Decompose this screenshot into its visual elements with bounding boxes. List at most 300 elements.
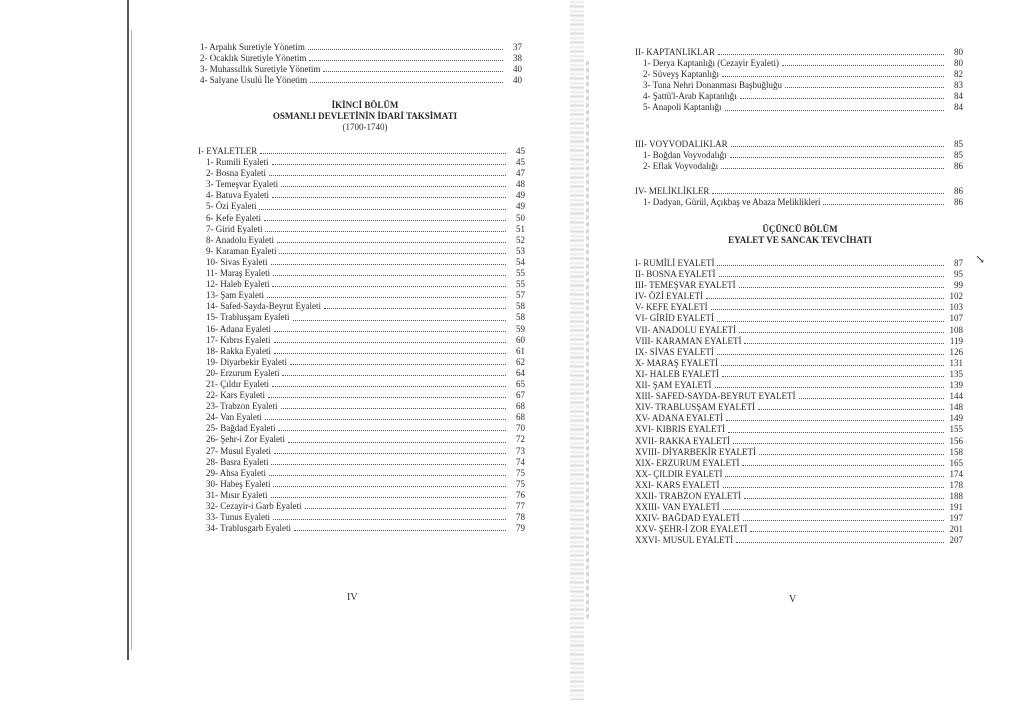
dot-leader — [723, 487, 945, 488]
toc-entry-label: XXI- KARS EYALETİ — [635, 479, 720, 490]
dot-leader — [324, 308, 506, 309]
toc-entry-label: XXIII- VAN EYALETİ — [635, 502, 720, 513]
dot-leader — [273, 486, 506, 487]
dot-leader — [272, 197, 506, 198]
dot-leader — [281, 186, 506, 187]
toc-entry-label: 27- Musul Eyaleti — [206, 445, 271, 456]
toc-entry-label: IV- ÖZİ EYALETİ — [635, 291, 704, 302]
toc-entry — [198, 290, 525, 301]
dot-leader — [277, 242, 506, 243]
toc-entry — [198, 224, 525, 235]
dot-leader — [290, 364, 506, 365]
toc-entry-label: 2- Ocaklık Suretiyle Yönetim — [200, 53, 307, 64]
page-folio-left: IV — [347, 592, 358, 603]
toc-entry — [635, 524, 963, 535]
toc-entry-page: 191 — [949, 502, 963, 513]
toc-entry-page: 201 — [949, 524, 963, 535]
toc-entry — [198, 335, 525, 346]
toc-entry-label: XVI- KIBRIS EYALETİ — [635, 424, 725, 435]
toc-entry — [198, 157, 525, 168]
dot-leader — [274, 331, 506, 332]
toc-entry-page: 174 — [949, 468, 963, 479]
toc-entry — [635, 58, 963, 69]
toc-entry-page: 87 — [954, 258, 963, 268]
toc-entry-label: XX- ÇILDIR EYALETİ — [635, 468, 723, 479]
toc-entry-page: 197 — [949, 513, 963, 524]
toc-entry — [635, 502, 963, 513]
toc-entry — [198, 357, 525, 368]
toc-entry — [635, 402, 963, 413]
toc-entry-page: 156 — [949, 435, 963, 446]
toc-entry — [198, 457, 525, 468]
dot-leader — [711, 309, 944, 310]
left-top-entries — [200, 42, 522, 86]
toc-entry — [198, 412, 525, 423]
toc-entry-label: 34- Trablusgarb Eyaleti — [206, 523, 291, 534]
toc-entry — [198, 279, 525, 290]
dot-leader — [721, 168, 944, 169]
toc-entry — [635, 139, 963, 150]
toc-entry-label: 17- Kıbrıs Eyaleti — [206, 334, 271, 345]
toc-entry — [198, 235, 525, 246]
toc-entry-label: 4- Batuva Eyaleti — [206, 190, 269, 201]
dot-leader — [740, 98, 944, 99]
toc-entry-page: 99 — [954, 280, 963, 291]
toc-entry-label: XII- ŞAM EYALETİ — [635, 380, 712, 391]
toc-entry-label: 21- Çıldır Eyaleti — [206, 378, 269, 389]
toc-entry-label: XXIV- BAĞDAD EYALETİ — [635, 513, 740, 524]
dot-leader — [274, 342, 507, 343]
dot-leader — [759, 454, 944, 455]
toc-entry-label: 33- Tunus Eyaleti — [206, 512, 271, 523]
toc-entry-page: 40 — [513, 75, 522, 86]
toc-entry — [198, 324, 525, 335]
toc-entry — [198, 423, 525, 434]
toc-entry-page: 86 — [954, 161, 963, 172]
toc-entry-page: 53 — [516, 245, 525, 256]
toc-entry — [635, 161, 963, 172]
toc-entry-page: 135 — [949, 368, 963, 379]
toc-entry-page: 51 — [516, 223, 525, 234]
toc-entry-label: 16- Adana Eyaleti — [206, 323, 271, 334]
toc-entry-label: 6- Kefe Eyaleti — [206, 212, 261, 223]
toc-entry — [198, 312, 525, 323]
dot-leader — [718, 54, 944, 55]
dot-leader — [750, 531, 944, 532]
dot-leader — [288, 442, 506, 443]
toc-entry-label: III- TEMEŞVAR EYALETİ — [635, 280, 736, 291]
toc-entry — [198, 512, 525, 523]
toc-entry-label: 22- Kars Eyaleti — [206, 390, 265, 401]
toc-entry-page: 70 — [516, 423, 525, 434]
dot-leader — [725, 476, 944, 477]
toc-entry — [198, 401, 525, 412]
dot-leader — [259, 209, 506, 210]
toc-entry-label: I- EYALETLER — [198, 146, 258, 156]
dot-leader — [744, 343, 944, 344]
toc-entry — [198, 390, 525, 401]
toc-entry — [198, 268, 525, 279]
toc-entry-label: 15- Trablusşam Eyaleti — [206, 312, 290, 323]
toc-entry-page: 47 — [516, 168, 525, 179]
dot-leader — [717, 265, 944, 266]
toc-entry-label: 32- Cezayir-i Garb Eyaleti — [206, 501, 302, 511]
dot-leader — [273, 275, 506, 276]
dot-leader — [743, 520, 944, 521]
toc-entry-label: XXV- ŞEHR-İ ZOR EYALETİ — [635, 524, 748, 535]
toc-entry-page: 188 — [949, 490, 963, 501]
page-folio-right: V — [789, 594, 797, 605]
toc-entry — [635, 347, 963, 358]
toc-entry-label: 4- Şattü'l-Arab Kaptanlığı — [643, 91, 737, 102]
toc-entry-page: 207 — [949, 535, 963, 546]
toc-entry-page: 148 — [949, 402, 963, 413]
book-gutter-shadow — [586, 60, 589, 620]
toc-entry-page: 48 — [516, 179, 525, 190]
toc-entry-label: IX- SİVAS EYALETİ — [635, 346, 714, 357]
section-title: OSMANLI DEVLETİNİN İDARİ TAKSİMATI — [272, 111, 458, 121]
toc-entry-label: 1- Derya Kaptanlığı (Cezayir Eyaleti) — [643, 58, 779, 69]
dot-leader — [265, 419, 506, 420]
toc-entry — [635, 369, 963, 380]
toc-entry-page: 80 — [954, 47, 963, 57]
toc-entry-page: 72 — [516, 434, 525, 445]
toc-entry-label: III- VOYVODALIKLAR — [635, 139, 728, 149]
toc-entry — [635, 91, 963, 102]
dot-leader — [279, 253, 506, 254]
toc-entry-label: 14- Safed-Sayda-Beyrut Eyaleti — [206, 301, 321, 312]
toc-entry-page: 80 — [954, 58, 963, 69]
dot-leader — [273, 519, 506, 520]
toc-entry — [200, 64, 522, 75]
toc-entry-label: 29- Ahsa Eyaleti — [206, 467, 266, 478]
dot-leader — [742, 465, 944, 466]
dot-leader — [726, 420, 944, 421]
dot-leader — [785, 87, 944, 88]
toc-entry-label: 19- Diyarbekir Eyaleti — [206, 356, 287, 367]
toc-entry-page: 55 — [516, 268, 525, 279]
toc-entry-label: 2- Süveyş Kaptanlığı — [643, 69, 719, 80]
toc-entry — [635, 458, 963, 469]
toc-entry-page: 40 — [513, 64, 522, 75]
dot-leader — [272, 286, 506, 287]
dot-leader — [272, 386, 506, 387]
dot-leader — [282, 375, 506, 376]
toc-entry-page: 77 — [516, 501, 525, 511]
toc-entry-label: XVIII- DİYARBEKİR EYALETİ — [635, 446, 756, 457]
toc-entry — [635, 480, 963, 491]
toc-entry-page: 86 — [954, 197, 963, 208]
toc-entry — [635, 413, 963, 424]
toc-entry-label: 5- Özi Eyaleti — [206, 201, 257, 212]
toc-entry — [198, 246, 525, 257]
toc-entry — [635, 269, 963, 280]
toc-entry-label: 7- Girid Eyaleti — [206, 223, 263, 234]
toc-entry-page: 52 — [516, 234, 525, 245]
toc-entry-page: 78 — [516, 512, 525, 523]
toc-entry-label: VII- ANADOLU EYALETİ — [635, 324, 736, 335]
dot-leader — [271, 264, 507, 265]
dot-leader — [719, 276, 945, 277]
toc-entry-page: 119 — [949, 335, 963, 346]
dot-leader — [310, 82, 503, 83]
toc-entry — [198, 434, 525, 445]
toc-entry — [198, 379, 525, 390]
toc-entry-page: 45 — [516, 157, 525, 168]
toc-entry-label: 1- Rumili Eyaleti — [206, 157, 269, 168]
dot-leader — [744, 498, 944, 499]
toc-entry-page: 75 — [516, 467, 525, 478]
dot-leader — [733, 443, 944, 444]
toc-entry-page: 95 — [954, 269, 963, 280]
toc-entry-page: 107 — [949, 313, 963, 324]
toc-entry — [198, 523, 525, 534]
dot-leader — [721, 365, 944, 366]
toc-entry — [198, 501, 525, 512]
dot-leader — [271, 497, 507, 498]
toc-entry — [200, 53, 522, 64]
toc-entry — [198, 446, 525, 457]
toc-entry — [635, 150, 963, 161]
dot-leader — [782, 65, 944, 66]
toc-entry-label: XI- HALEB EYALETİ — [635, 368, 719, 379]
book-gutter — [570, 0, 584, 700]
toc-entry-label: 23- Trabzon Eyaleti — [206, 401, 278, 412]
toc-entry-page: 126 — [949, 346, 963, 357]
toc-entry-page: 60 — [516, 334, 525, 345]
dot-leader — [715, 387, 945, 388]
toc-entry-label: 30- Habeş Eyaleti — [206, 478, 271, 489]
dot-leader — [272, 164, 507, 165]
toc-entry-label: XXVI- MUSUL EYALETİ — [635, 535, 734, 546]
toc-entry-page: 68 — [516, 401, 525, 412]
toc-entry-label: 12- Haleb Eyaleti — [206, 279, 270, 290]
toc-entry — [635, 469, 963, 480]
toc-entry — [198, 168, 525, 179]
toc-entry — [635, 258, 963, 269]
toc-entry-label: 4- Salyane Usulü İle Yönetim — [200, 75, 308, 86]
toc-entry-page: 158 — [949, 446, 963, 457]
toc-entry — [198, 257, 525, 268]
toc-entry-page: 103 — [949, 302, 963, 313]
toc-entry-page: 49 — [516, 190, 525, 201]
toc-entry — [635, 513, 963, 524]
toc-entry-page: 74 — [516, 456, 525, 467]
section-heading: İKİNCİ BÖLÜM — [331, 100, 399, 110]
toc-entry — [198, 146, 525, 157]
dot-leader — [722, 76, 944, 77]
toc-entry — [198, 479, 525, 490]
margin-mark: ↘ — [975, 252, 986, 266]
toc-entry — [635, 197, 963, 208]
toc-entry — [635, 358, 963, 369]
toc-entry — [198, 346, 525, 357]
toc-entry — [198, 213, 525, 224]
dot-leader — [267, 297, 506, 298]
toc-entry-label: VIII- KARAMAN EYALETİ — [635, 335, 742, 346]
section-years: (1700-1740) — [342, 122, 388, 132]
toc-entry-page: 50 — [516, 212, 525, 223]
toc-entry — [635, 280, 963, 291]
toc-entry — [198, 201, 525, 212]
toc-entry-page: 38 — [513, 53, 522, 64]
section-title: EYALET VE SANCAK TEVCİHATI — [728, 235, 872, 245]
dot-leader — [717, 354, 944, 355]
toc-entry — [198, 490, 525, 501]
toc-entry-page: 86 — [954, 186, 963, 196]
dot-leader — [269, 475, 506, 476]
toc-entry-page: 144 — [949, 391, 963, 402]
toc-entry — [198, 301, 525, 312]
toc-entry-page: 49 — [516, 201, 525, 212]
toc-entry — [635, 69, 963, 80]
toc-entry — [635, 313, 963, 324]
toc-entry-label: 2- Bosna Eyaleti — [206, 168, 266, 179]
toc-entry-page: 149 — [949, 413, 963, 424]
toc-entry-label: XXII- TRABZON EYALETİ — [635, 490, 741, 501]
toc-entry-label: 3- Tuna Nehri Donanması Başbuğluğu — [643, 80, 782, 91]
toc-entry-page: 79 — [516, 523, 525, 534]
dot-leader — [728, 432, 944, 433]
right-voyvodaliklar — [635, 139, 963, 172]
toc-entry-label: 3- Muhassıllık Suretiyle Yönetim — [200, 64, 321, 75]
toc-entry-label: XV- ADANA EYALETİ — [635, 413, 724, 424]
dot-leader — [309, 60, 503, 61]
toc-entry — [635, 391, 963, 402]
toc-entry-page: 55 — [516, 279, 525, 290]
dot-leader — [730, 157, 944, 158]
toc-entry-label: 9- Karaman Eyaleti — [206, 245, 277, 256]
toc-entry-page: 84 — [954, 91, 963, 102]
toc-entry-page: 54 — [516, 256, 525, 267]
toc-entry — [635, 535, 963, 546]
dot-leader — [260, 153, 506, 154]
dot-leader — [323, 71, 503, 72]
toc-entry-label: 1- Boğdan Voyvodalığı — [643, 150, 727, 161]
toc-entry — [200, 75, 522, 86]
toc-entry-page: 59 — [516, 323, 525, 334]
dot-leader — [739, 332, 944, 333]
toc-entry-label: 11- Maraş Eyaleti — [206, 268, 271, 279]
toc-entry-label: 24- Van Eyaleti — [206, 412, 262, 423]
toc-entry-page: 102 — [949, 291, 963, 302]
toc-entry-page: 73 — [516, 445, 525, 456]
dot-leader — [723, 509, 944, 510]
toc-entry — [198, 368, 525, 379]
toc-entry-label: IV- MELİKLİKLER — [635, 186, 710, 196]
toc-entry-label: 1- Arpalık Suretiyle Yönetim — [200, 42, 305, 52]
toc-entry-page: 85 — [954, 150, 963, 161]
toc-entry — [635, 102, 963, 113]
toc-entry-label: V- KEFE EYALETİ — [635, 302, 708, 313]
dot-leader — [736, 542, 944, 543]
dot-leader — [823, 204, 944, 205]
dot-leader — [799, 398, 945, 399]
dot-leader — [731, 146, 944, 147]
left-section-heading-block — [230, 100, 500, 133]
toc-entry — [635, 447, 963, 458]
toc-entry-label: I- RUMİLİ EYALETİ — [635, 258, 715, 268]
toc-entry-page: 62 — [516, 356, 525, 367]
toc-entry-page: 75 — [516, 478, 525, 489]
toc-entry-label: 28- Basra Eyaleti — [206, 456, 269, 467]
dot-leader — [739, 287, 944, 288]
toc-entry-label: XIII- SAFED-SAYDA-BEYRUT EYALETİ — [635, 391, 796, 402]
dot-leader — [308, 49, 503, 50]
toc-entry-label: 2- Eflak Voyvodalığı — [643, 161, 719, 172]
toc-entry — [635, 336, 963, 347]
toc-entry-page: 37 — [513, 42, 522, 52]
dot-leader — [278, 430, 506, 431]
dot-leader — [305, 508, 506, 509]
toc-entry — [635, 491, 963, 502]
toc-entry-label: 3- Temeşvar Eyaleti — [206, 179, 279, 190]
toc-entry — [635, 302, 963, 313]
toc-entry-label: 18- Rakka Eyaleti — [206, 345, 271, 356]
dot-leader — [294, 530, 506, 531]
toc-entry-label: 8- Anadolu Eyaleti — [206, 234, 274, 245]
toc-entry-page: 85 — [954, 139, 963, 149]
toc-entry-page: 83 — [954, 80, 963, 91]
toc-entry — [635, 80, 963, 91]
toc-entry-label: VI- GİRİD EYALETİ — [635, 313, 714, 324]
toc-entry-label: 1- Dadyan, Gürül, Açıkbaş ve Abaza Meliklikleri — [643, 197, 821, 208]
toc-entry-page: 82 — [954, 69, 963, 80]
right-meliklikler — [635, 186, 963, 208]
toc-entry-label: 31- Mısır Eyaleti — [206, 489, 268, 500]
toc-entry — [635, 291, 963, 302]
dot-leader — [264, 220, 506, 221]
toc-entry — [635, 325, 963, 336]
section-heading: ÜÇÜNCÜ BÖLÜM — [762, 224, 838, 234]
toc-entry-label: 26- Şehr-i Zor Eyaleti — [206, 434, 286, 445]
toc-entry-page: 131 — [949, 357, 963, 368]
toc-entry-label: II- KAPTANLIKLAR — [635, 47, 716, 57]
toc-entry-page: 58 — [516, 301, 525, 312]
left-main-entries — [198, 146, 525, 534]
dot-leader — [274, 453, 506, 454]
toc-entry-page: 155 — [949, 424, 963, 435]
toc-entry-page: 68 — [516, 412, 525, 423]
toc-entry — [635, 424, 963, 435]
toc-entry — [200, 42, 522, 53]
toc-entry-label: X- MARAŞ EYALETİ — [635, 357, 718, 368]
toc-entry-label: XVII- RAKKA EYALETİ — [635, 435, 730, 446]
dot-leader — [725, 110, 945, 111]
dot-leader — [269, 175, 506, 176]
toc-entry-page: 139 — [949, 380, 963, 391]
toc-entry-label: XIX- ERZURUM EYALETİ — [635, 457, 740, 468]
dot-leader — [293, 320, 507, 321]
toc-entry-label: 20- Erzurum Eyaleti — [206, 367, 280, 378]
dot-leader — [712, 193, 944, 194]
page-edge-shadow — [131, 30, 132, 650]
toc-entry-label: XIV- TRABLUSŞAM EYALETİ — [635, 402, 756, 413]
toc-entry-page: 58 — [516, 312, 525, 323]
toc-entry — [198, 190, 525, 201]
dot-leader — [281, 408, 507, 409]
toc-entry — [635, 47, 963, 58]
toc-entry-page: 45 — [516, 146, 525, 156]
right-kaptanliklar — [635, 47, 963, 114]
toc-entry-page: 76 — [516, 489, 525, 500]
dot-leader — [717, 321, 944, 322]
toc-entry — [635, 380, 963, 391]
dot-leader — [271, 464, 506, 465]
toc-entry-label: 25- Bağdad Eyaleti — [206, 423, 276, 434]
toc-entry-page: 108 — [949, 324, 963, 335]
dot-leader — [706, 298, 944, 299]
